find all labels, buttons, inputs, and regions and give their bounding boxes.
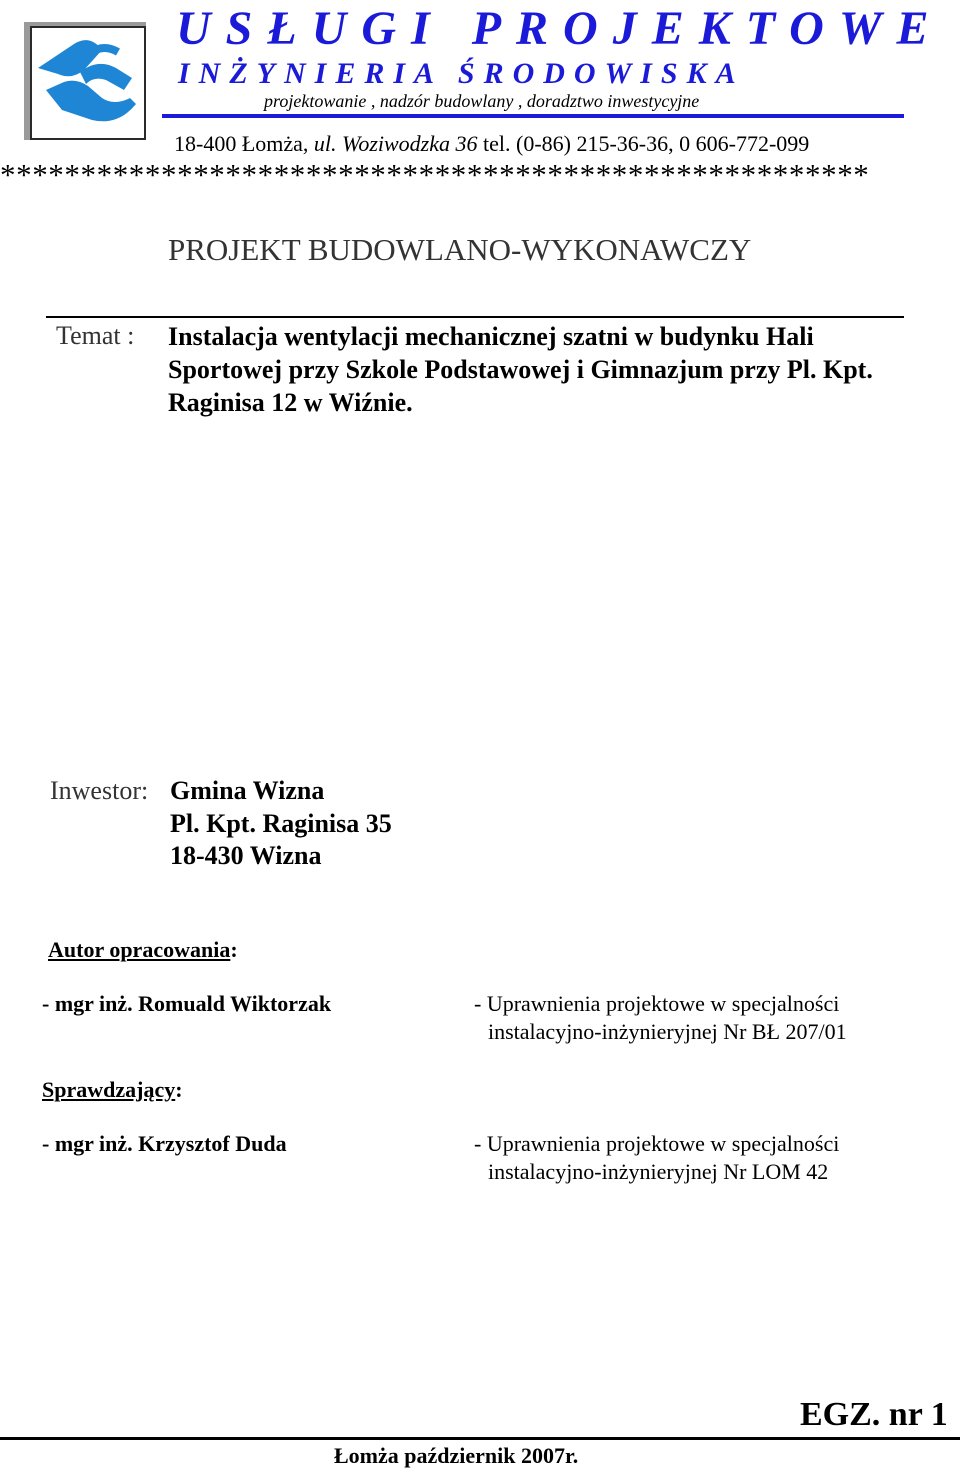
checker-credentials-line: instalacyjno-inżynieryjnej Nr LOM 42	[488, 1159, 829, 1184]
author-credentials-line: - Uprawnienia projektowe w specjalności	[474, 991, 840, 1016]
topic-line: Instalacja wentylacji mechanicznej szatni w budynku Hali	[168, 322, 814, 351]
author-credentials	[474, 990, 847, 1046]
logo	[30, 26, 146, 140]
address-street: ul. Woziwodzka 36	[313, 131, 478, 156]
author-heading-colon: :	[230, 937, 238, 962]
checker-credentials	[474, 1130, 839, 1186]
author-heading	[48, 936, 238, 964]
investor-details	[170, 775, 392, 873]
company-tagline: projektowanie , nadzór budowlany , doradztwo inwestycyjne	[264, 91, 700, 111]
star-separator: ******************************************************	[0, 157, 870, 192]
investor-line: Pl. Kpt. Raginisa 35	[170, 808, 392, 838]
author-heading-text: Autor opracowania	[48, 937, 231, 962]
company-subtitle: INŻYNIERIA ŚRODOWISKA	[178, 57, 745, 90]
copy-number: EGZ. nr 1	[800, 1396, 948, 1433]
topic-rule	[46, 316, 904, 318]
place-date: Łomża październik 2007r.	[334, 1443, 579, 1468]
address-city: 18-400 Łomża,	[174, 131, 309, 156]
address-phone: tel. (0-86) 215-36-36, 0 606-772-099	[483, 131, 810, 156]
project-type: PROJEKT BUDOWLANO-WYKONAWCZY	[168, 232, 752, 267]
investor-line: Gmina Wizna	[170, 776, 325, 805]
author-credentials-line: instalacyjno-inżynieryjnej Nr BŁ 207/01	[488, 1019, 847, 1044]
handshake-logo-icon	[32, 28, 144, 138]
checker-heading-colon: :	[175, 1077, 183, 1102]
checker-heading-text: Sprawdzający	[42, 1077, 176, 1102]
checker-name: - mgr inż. Krzysztof Duda	[42, 1131, 287, 1156]
topic-text	[168, 320, 908, 419]
topic-line: Sportowej przy Szkole Podstawowej i Gimnazjum przy Pl. Kpt.	[168, 355, 873, 384]
checker-heading	[42, 1076, 183, 1104]
author-name: - mgr inż. Romuald Wiktorzak	[42, 991, 332, 1016]
footer-rule	[0, 1437, 960, 1440]
topic-label: Temat :	[56, 321, 135, 350]
logo-shadow	[24, 22, 146, 140]
topic-line: Raginisa 12 w Wiźnie.	[168, 388, 413, 417]
investor-line: 18-430 Wizna	[170, 841, 322, 870]
checker-credentials-line: - Uprawnienia projektowe w specjalności	[474, 1131, 840, 1156]
company-address	[174, 130, 809, 158]
company-name: USŁUGI PROJEKTOWE	[176, 2, 944, 55]
header-rule	[162, 114, 904, 118]
investor-label: Inwestor:	[50, 776, 149, 805]
